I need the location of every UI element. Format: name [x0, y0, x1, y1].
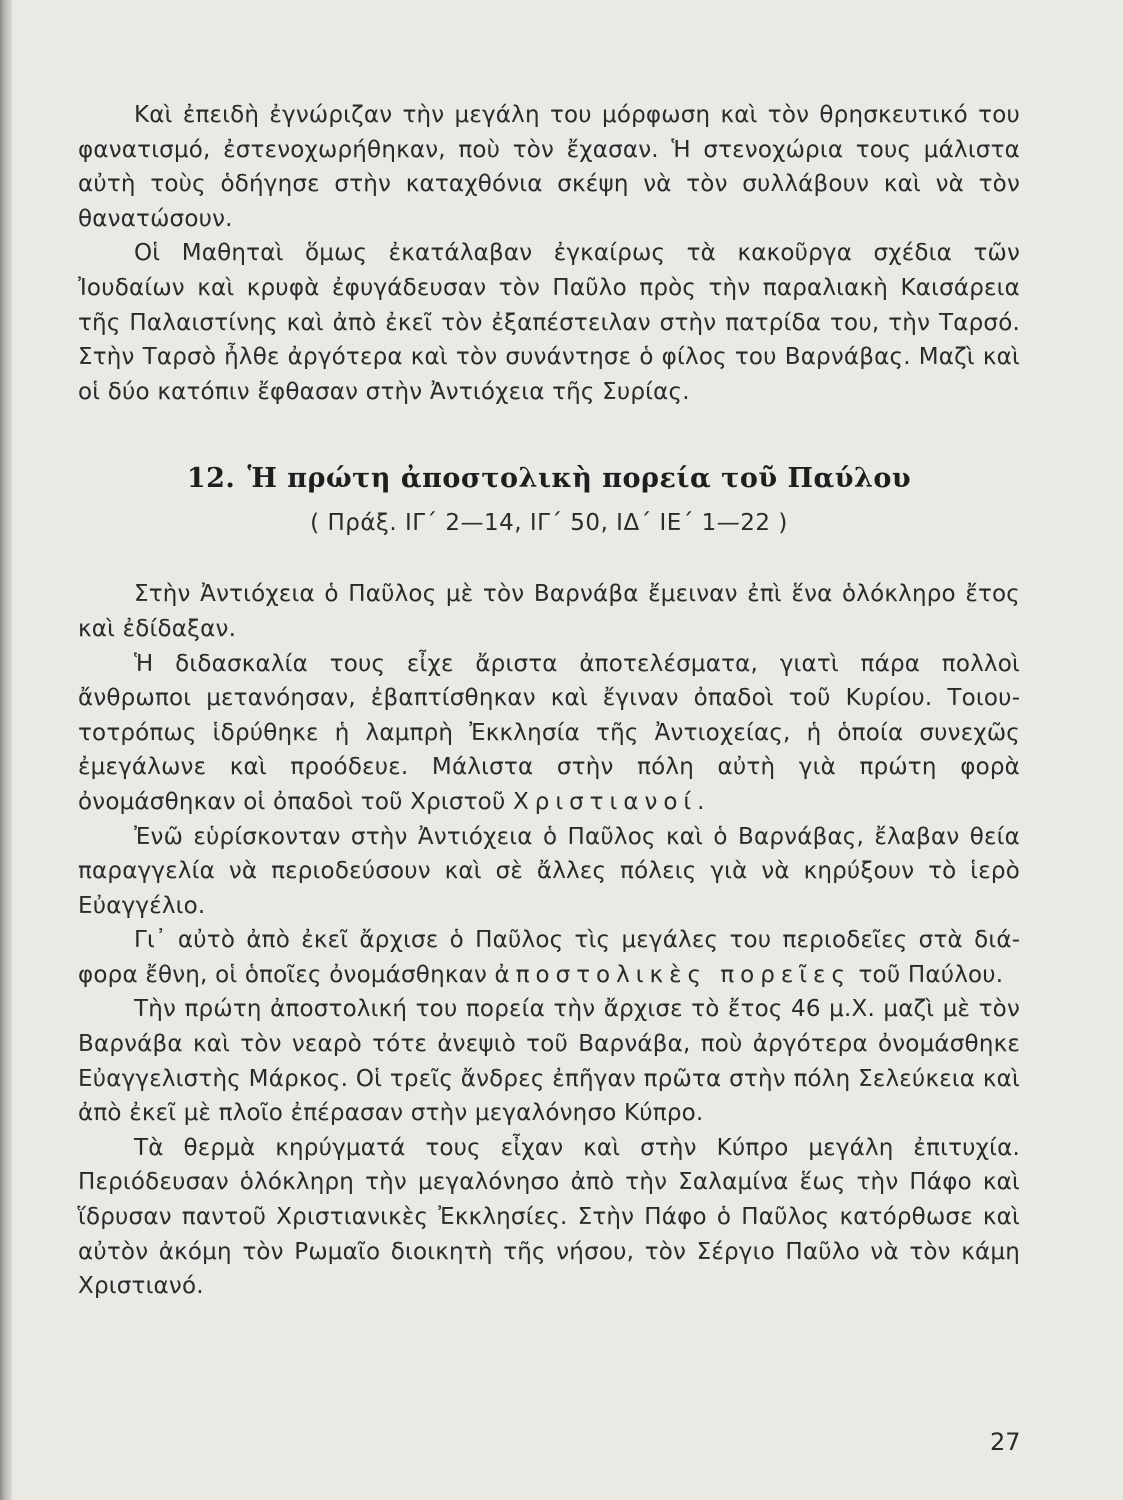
spaced-word-christians: Χριστιανοί. — [512, 788, 711, 815]
chapter-reference: ( Πράξ. ΙΓ΄ 2—14, ΙΓ΄ 50, ΙΔ΄ ΙΕ΄ 1—22 ) — [310, 510, 788, 537]
body-paragraph-2-text: Ἡ διδασκαλία τους εἶχε ἄριστα ἀποτελέσματα, γιατὶ πάρα πολλοὶ ἄνθρωποι μετανόησαν, ἐβαπτίσθηκαν καὶ ἔγιναν ὀπαδοὶ τοῦ Κυρίου. Τοιουτοτρόπως ἱδρύθηκε ἡ λαμπρὴ Ἐκκλησία τῆς Ἀντιοχείας, ἡ ὁποία συνεχῶς ἐμεγάλωνε καὶ προόδευε. Μάλιστα στὴν πόλη αὐτὴ γιὰ πρώτη φορὰ ὀνομάσθηκαν οἱ ὀπαδοὶ τοῦ Χριστοῦ — [78, 650, 1020, 815]
body-paragraph-4 — [78, 923, 1020, 992]
body-paragraph-1: Στὴν Ἀντιόχεια ὁ Παῦλος μὲ τὸν Βαρνάβα ἔμειναν ἐπὶ ἕνα ὁλόκληρο ἔτος καὶ ἐδίδαξαν. — [78, 581, 1020, 642]
spaced-phrase-apostolic-journeys: ἀποστολικὲς πορεῖες — [494, 961, 851, 988]
page-number: 27 — [990, 1428, 1021, 1456]
body-paragraph-3: Ἐνῶ εὑρίσκονταν στὴν Ἀντιόχεια ὁ Παῦλος καὶ ὁ Βαρνάβας, ἔλαβαν θεία παραγγελία νὰ περιοδεύσουν καὶ σὲ ἄλλες πόλεις γιὰ νὰ κηρύξουν τὸ ἱερὸ Εὐαγγέλιο. — [78, 823, 1020, 919]
chapter-number: 12. — [186, 463, 236, 495]
body-paragraph-6: Τὰ θερμὰ κηρύγματά τους εἶχαν καὶ στὴν Κύπρο μεγάλη ἐπιτυχία. Περιόδευσαν ὁλόκληρη τὴν μεγαλόνησο ἀπὸ τὴν Σαλαμίνα ἕως τὴν Πάφο καὶ ἵδρυσαν παντοῦ Χριστιανικὲς Ἐκκλησίες. Στὴν Πάφο ὁ Παῦλος κατόρθωσε καὶ αὐτὸν ἀκόμη τὸν Ρωμαῖο διοικητὴ τῆς νήσου, τὸν Σέργιο Παῦλο νὰ τὸν κάμη Χριστιανό. — [78, 1134, 1020, 1300]
body-paragraph-4-end: τοῦ Παύλου. — [858, 961, 1004, 988]
chapter-title: Ἡ πρώτη ἀποστολικὴ πορεία τοῦ Παύλου — [247, 463, 912, 495]
intro-paragraph-1: Καὶ ἐπειδὴ ἐγνώριζαν τὴν μεγάλη του μόρφωση καὶ τὸν θρησκευτικό του φανατισμό, ἐστενοχωρήθηκαν, ποὺ τὸν ἔχασαν. Ἡ στενοχώρια τους μάλιστα αὐτὴ τοὺς ὁδήγησε στὴν καταχθόνια σκέψη νὰ τὸν συλλάβουν καὶ νὰ τὸν θανατώσουν. — [78, 102, 1020, 232]
body-paragraph-4-text: Γι᾿ αὐτὸ ἀπὸ ἐκεῖ ἄρχισε ὁ Παῦλος τὶς μεγάλες του περιοδεῖες στὰ διάφορα ἔθνη, οἱ ὁποῖες ὀνομάσθηκαν — [78, 927, 1020, 988]
page-content — [78, 98, 1020, 1304]
body-paragraph-2 — [78, 647, 1020, 820]
chapter-heading — [78, 459, 1020, 499]
page-binding-shadow — [0, 0, 12, 1500]
intro-paragraph-2: Οἱ Μαθηταὶ ὅμως ἐκατάλαβαν ἐγκαίρως τὰ κακοῦργα σχέδια τῶν Ἰουδαίων καὶ κρυφὰ ἐφυγάδευσαν τὸν Παῦλο πρὸς τὴν παραλιακὴ Καισάρεια τῆς Παλαιστίνης καὶ ἀπὸ ἐκεῖ τὸν ἐξαπέστειλαν στὴν πατρίδα του, τὴν Ταρσό. Στὴν Ταρσὸ ἦλθε ἀργότερα καὶ τὸν συνάντησε ὁ φίλος του Βαρνάβας. Μαζὶ καὶ οἱ δύο κατόπιν ἔφθασαν στὴν Ἀντιόχεια τῆς Συρίας. — [78, 240, 1020, 405]
body-paragraph-5: Τὴν πρώτη ἀποστολική του πορεία τὴν ἄρχισε τὸ ἔτος 46 μ.Χ. μαζὶ μὲ τὸν Βαρνάβα καὶ τὸν νεαρὸ τότε ἀνεψιὸ τοῦ Βαρνάβα, ποὺ ἀργότερα ὀνομάσθηκε Εὐαγγελιστὴς Μάρκος. Οἱ τρεῖς ἄνδρες ἐπῆγαν πρῶτα στὴν πόλη Σελεύκεια καὶ ἀπὸ ἐκεῖ μὲ πλοῖο ἐπέρασαν στὴν μεγαλόνησο Κύπρο. — [78, 996, 1020, 1127]
